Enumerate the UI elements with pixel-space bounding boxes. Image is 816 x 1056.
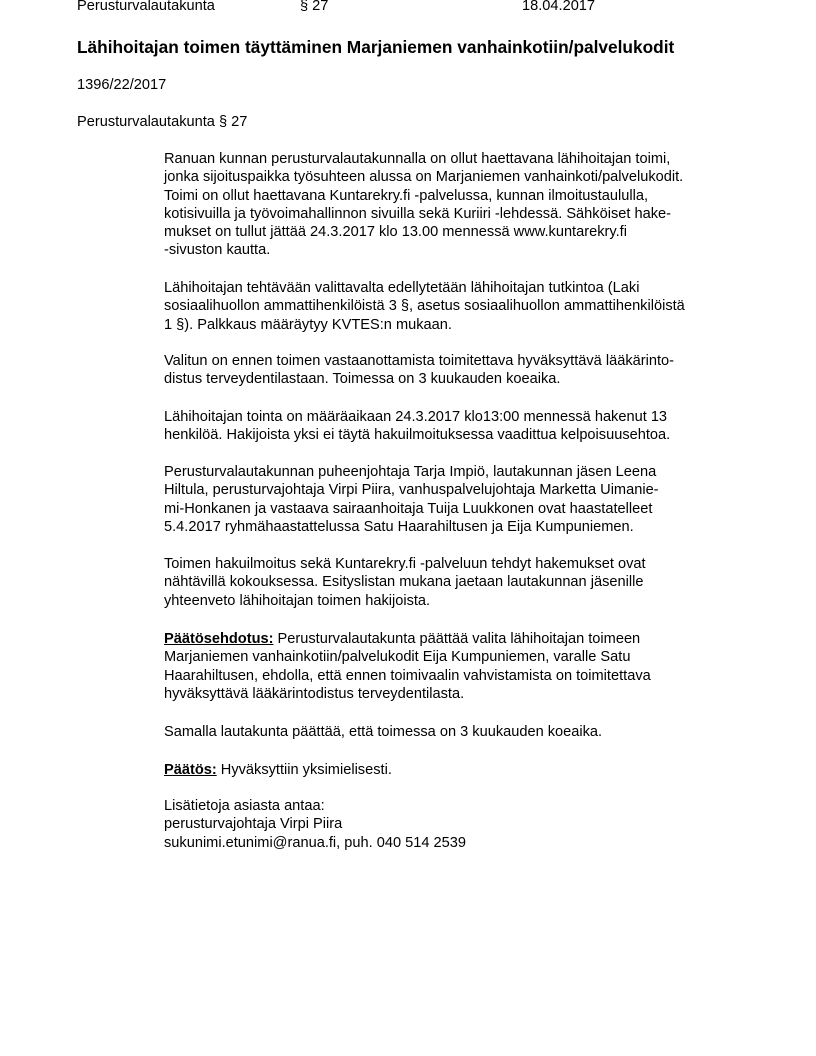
contact-info bbox=[164, 797, 466, 852]
contact-details: sukunimi.etunimi@ranua.fi, puh. 040 514 2539 bbox=[164, 834, 467, 851]
paragraph-line: -sivuston kautta. bbox=[164, 242, 271, 259]
paragraph-health-certificate bbox=[164, 352, 674, 389]
paragraph-line: Lähihoitajan tointa on määräaikaan 24.3.2017 klo13:00 mennessä hakenut 13 bbox=[164, 409, 668, 425]
paragraph-line: Haarahiltusen, ehdolla, että ennen toimivaalin vahvistamista on toimitettava bbox=[164, 667, 651, 684]
paragraph-trial-period bbox=[164, 723, 602, 741]
paragraph-line: nähtävillä kokouksessa. Esityslistan mukana jaetaan lautakunnan jäsenille bbox=[164, 574, 644, 591]
paragraph-line: mi-Honkanen ja vastaava sairaanhoitaja Tuija Luukkonen ovat haastatelleet bbox=[164, 500, 653, 517]
paragraph-requirements bbox=[164, 279, 685, 334]
header-date: 18.04.2017 bbox=[522, 0, 596, 14]
decision bbox=[164, 761, 392, 779]
paragraph-line: Toimi on ollut haettavana Kuntarekry.fi -palvelussa, kunnan ilmoitustaululla, bbox=[164, 187, 649, 204]
paragraph-documents bbox=[164, 555, 646, 610]
paragraph-line: henkilöä. Hakijoista yksi ei täytä hakuilmoituksessa vaadittua kelpoisuusehtoa. bbox=[164, 427, 671, 444]
proposal-label: Päätösehdotus: bbox=[164, 631, 274, 647]
contact-person: perusturvajohtaja Virpi Piira bbox=[164, 816, 343, 833]
paragraph-line: 5.4.2017 ryhmähaastattelussa Satu Haarahiltusen ja Eija Kumpuniemen. bbox=[164, 518, 634, 535]
paragraph-line: Valitun on ennen toimen vastaanottamista toimitettava hyväksyttävä lääkärinto- bbox=[164, 353, 674, 369]
proposal-text: Perusturvalautakunta päättää valita lähihoitajan toimeen bbox=[273, 631, 641, 647]
paragraph-line: kotisivuilla ja työvoimahallinnon sivuilla sekä Kuriiri -lehdessä. Sähköiset hake- bbox=[164, 205, 671, 222]
header-section: § 27 bbox=[300, 0, 329, 14]
paragraph-line: Samalla lautakunta päättää, että toimessa on 3 kuukauden koeaika. bbox=[164, 724, 603, 740]
decision-proposal bbox=[164, 630, 651, 703]
paragraph-line: Ranuan kunnan perusturvalautakunnalla on ollut haettavana lähihoitajan toimi, bbox=[164, 151, 671, 167]
paragraph-line: yhteenveto lähihoitajan toimen hakijoista. bbox=[164, 592, 431, 609]
paragraph-line: mukset on tullut jättää 24.3.2017 klo 13.00 mennessä www.kuntarekry.fi bbox=[164, 224, 627, 241]
paragraph-line: Perusturvalautakunnan puheenjohtaja Tarja Impiö, lautakunnan jäsen Leena bbox=[164, 464, 657, 480]
decision-text: Hyväksyttiin yksimielisesti. bbox=[216, 762, 392, 778]
paragraph-line: Marjaniemen vanhainkotiin/palvelukodit Eija Kumpuniemen, varalle Satu bbox=[164, 649, 631, 666]
paragraph-interviews bbox=[164, 463, 659, 536]
paragraph-line: hyväksyttävä lääkärintodistus terveydentilasta. bbox=[164, 685, 465, 702]
board-reference: Perusturvalautakunta § 27 bbox=[77, 114, 248, 130]
paragraph-line: Toimen hakuilmoitus sekä Kuntarekry.fi -palveluun tehdyt hakemukset ovat bbox=[164, 556, 646, 572]
paragraph-line: distus terveydentilastaan. Toimessa on 3 kuukauden koeaika. bbox=[164, 371, 561, 388]
paragraph-line: Hiltula, perusturvajohtaja Virpi Piira, vanhuspalvelujohtaja Marketta Uimanie- bbox=[164, 482, 659, 499]
decision-line bbox=[164, 761, 392, 779]
paragraph-line: 1 §). Palkkaus määräytyy KVTES:n mukaan. bbox=[164, 316, 452, 333]
contact-intro: Lisätietoja asiasta antaa: bbox=[164, 798, 325, 814]
header-committee: Perusturvalautakunta bbox=[77, 0, 215, 14]
paragraph-line: sosiaalihuollon ammattihenkilöistä 3 §, asetus sosiaalihuollon ammattihenkilöistä bbox=[164, 298, 685, 315]
paragraph-line: Lähihoitajan tehtävään valittavalta edellytetään lähihoitajan tutkintoa (Laki bbox=[164, 280, 640, 296]
paragraph-line: jonka sijoituspaikka työsuhteen alussa on Marjaniemen vanhainkoti/palvelukodit. bbox=[164, 169, 684, 186]
proposal-first-line bbox=[164, 630, 651, 648]
paragraph-announcement bbox=[164, 150, 683, 260]
document-title: Lähihoitajan toimen täyttäminen Marjaniemen vanhainkotiin/palvelukodit bbox=[77, 37, 675, 57]
decision-label: Päätös: bbox=[164, 762, 217, 778]
paragraph-applicants bbox=[164, 408, 670, 445]
document-number: 1396/22/2017 bbox=[77, 77, 167, 93]
